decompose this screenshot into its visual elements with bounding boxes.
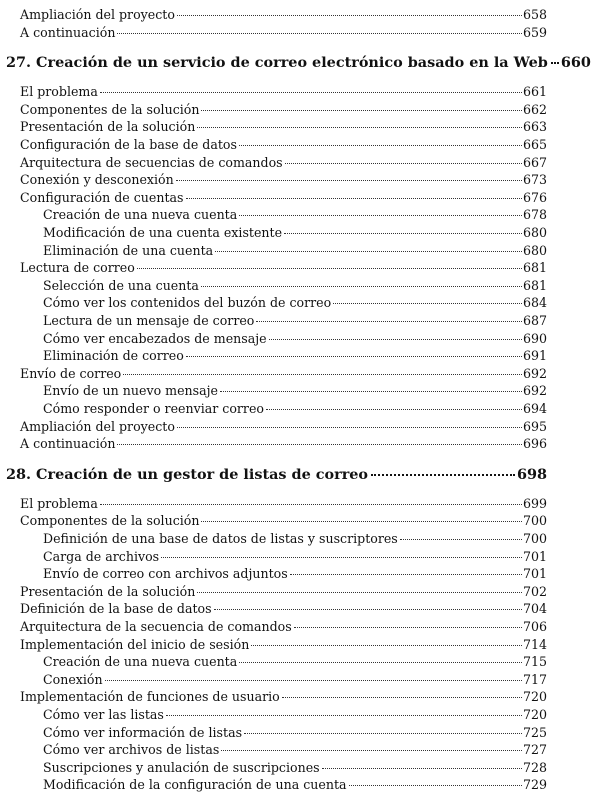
page-number: 695	[522, 419, 547, 434]
entry-label: Arquitectura de secuencias de comandos	[20, 155, 283, 170]
page-number: 681	[522, 260, 547, 275]
page-number: 660	[560, 54, 591, 71]
entry-label: A continuación	[20, 436, 116, 451]
page-number: 681	[522, 278, 547, 293]
leader-dots	[137, 268, 522, 269]
page-number: 667	[522, 155, 547, 170]
toc-subentry	[43, 565, 547, 582]
entry-label: Presentación de la solución	[20, 119, 196, 134]
leader-dots	[197, 592, 522, 593]
toc-subentry	[43, 671, 547, 688]
toc-entry	[20, 583, 547, 600]
entry-label: El problema	[20, 496, 98, 511]
entry-label: Componentes de la solución	[20, 102, 200, 117]
leader-dots	[294, 627, 522, 628]
leader-dots	[239, 662, 522, 663]
page-number: 658	[522, 7, 547, 22]
leader-dots	[239, 145, 522, 146]
page-number: 701	[522, 549, 547, 564]
entry-label: Selección de una cuenta	[43, 278, 199, 293]
leader-dots	[269, 339, 522, 340]
entry-label: Cómo ver información de listas	[43, 725, 243, 740]
page-number: 725	[522, 725, 547, 740]
toc-entry	[20, 636, 547, 653]
leader-dots	[244, 733, 522, 734]
page-number: 690	[522, 331, 547, 346]
toc-subentry	[43, 653, 547, 670]
toc-entry	[20, 118, 547, 135]
chapter-heading	[6, 465, 547, 485]
leader-dots	[333, 303, 522, 304]
leader-dots	[186, 356, 522, 357]
leader-dots	[215, 251, 522, 252]
entry-label: El problema	[20, 84, 98, 99]
entry-label: Ampliación del proyecto	[20, 7, 175, 22]
page-number: 661	[522, 84, 547, 99]
leader-dots	[105, 680, 522, 681]
leader-dots	[197, 127, 522, 128]
chapter-title: 27. Creación de un servicio de correo electrónico basado en la Web	[6, 54, 548, 71]
entry-label: Eliminación de una cuenta	[43, 243, 214, 258]
page-number: 720	[522, 689, 547, 704]
entry-label: Lectura de un mensaje de correo	[43, 313, 255, 328]
entry-label: Implementación de funciones de usuario	[20, 689, 280, 704]
page-number: 678	[522, 207, 547, 222]
toc-entry	[20, 688, 547, 705]
page-number: 701	[522, 566, 547, 581]
entry-label: Carga de archivos	[43, 549, 160, 564]
toc-subentry	[43, 330, 547, 347]
leader-dots	[239, 215, 522, 216]
entry-label: Envío de correo con archivos adjuntos	[43, 566, 288, 581]
chapter-title: 28. Creación de un gestor de listas de correo	[6, 466, 369, 483]
entry-label: Presentación de la solución	[20, 584, 196, 599]
entry-label: Cómo ver los contenidos del buzón de correo	[43, 295, 332, 310]
page-number: 699	[522, 496, 547, 511]
toc-entry	[20, 600, 547, 617]
toc-subentry	[43, 400, 547, 417]
page-number: 720	[522, 707, 547, 722]
toc-entry	[20, 189, 547, 206]
entry-label: Arquitectura de la secuencia de comandos	[20, 619, 292, 634]
leader-dots	[117, 33, 522, 34]
page-number: 684	[522, 295, 547, 310]
toc-entry	[20, 618, 547, 635]
leader-dots	[100, 92, 522, 93]
leader-dots	[266, 409, 522, 410]
page-number: 729	[522, 777, 547, 792]
page-number: 698	[516, 466, 547, 483]
entry-label: Cómo responder o reenviar correo	[43, 401, 264, 416]
toc-subentry	[43, 776, 547, 793]
toc-entry	[20, 365, 547, 382]
entry-label: A continuación	[20, 25, 116, 40]
page-number: 702	[522, 584, 547, 599]
entry-label: Cómo ver las listas	[43, 707, 164, 722]
toc-entry	[20, 136, 547, 153]
toc-entry	[20, 6, 547, 23]
entry-label: Conexión y desconexión	[20, 172, 174, 187]
toc-subentry	[43, 382, 547, 399]
entry-label: Lectura de correo	[20, 260, 135, 275]
leader-dots	[285, 163, 522, 164]
entry-label: Definición de una base de datos de listas y suscriptores	[43, 531, 398, 546]
toc-entry	[20, 83, 547, 100]
entry-label: Ampliación del proyecto	[20, 419, 175, 434]
entry-label: Cómo ver archivos de listas	[43, 742, 220, 757]
entry-label: Envío de un nuevo mensaje	[43, 383, 218, 398]
entry-label: Configuración de cuentas	[20, 190, 184, 205]
page-number: 687	[522, 313, 547, 328]
leader-dots	[117, 444, 522, 445]
leader-dots	[176, 180, 522, 181]
toc-subentry	[43, 347, 547, 364]
toc-subentry	[43, 242, 547, 259]
page-number: 673	[522, 172, 547, 187]
leader-dots	[551, 62, 559, 64]
entry-label: Eliminación de correo	[43, 348, 184, 363]
page-number: 692	[522, 366, 547, 381]
leader-dots	[100, 504, 522, 505]
page-number: 694	[522, 401, 547, 416]
entry-label: Creación de una nueva cuenta	[43, 207, 238, 222]
leader-dots	[166, 715, 522, 716]
leader-dots	[220, 391, 522, 392]
toc-subentry	[43, 312, 547, 329]
page-number: 727	[522, 742, 547, 757]
page-number: 728	[522, 760, 547, 775]
page-number: 696	[522, 436, 547, 451]
leader-dots	[161, 557, 522, 558]
page-number: 700	[522, 531, 547, 546]
leader-dots	[322, 768, 522, 769]
leader-dots	[186, 198, 522, 199]
toc-entry	[20, 171, 547, 188]
leader-dots	[177, 427, 522, 428]
page-number: 662	[522, 102, 547, 117]
toc-entry	[20, 435, 547, 452]
toc-subentry	[43, 224, 547, 241]
page-number: 680	[522, 243, 547, 258]
leader-dots	[282, 697, 522, 698]
leader-dots	[256, 321, 522, 322]
page-number: 700	[522, 513, 547, 528]
leader-dots	[221, 750, 522, 751]
entry-label: Modificación de la configuración de una cuenta	[43, 777, 347, 792]
leader-dots	[214, 609, 522, 610]
entry-label: Definición de la base de datos	[20, 601, 212, 616]
entry-label: Componentes de la solución	[20, 513, 200, 528]
page-number: 676	[522, 190, 547, 205]
toc-subentry	[43, 530, 547, 547]
toc-subentry	[43, 741, 547, 758]
leader-dots	[201, 286, 522, 287]
toc-subentry	[43, 759, 547, 776]
page-number: 659	[522, 25, 547, 40]
entry-label: Conexión	[43, 672, 103, 687]
page-number: 715	[522, 654, 547, 669]
page-number: 704	[522, 601, 547, 616]
entry-label: Configuración de la base de datos	[20, 137, 237, 152]
page-number: 706	[522, 619, 547, 634]
toc-entry	[20, 24, 547, 41]
toc-subentry	[43, 706, 547, 723]
page-number: 692	[522, 383, 547, 398]
entry-label: Suscripciones y anulación de suscripciones	[43, 760, 320, 775]
page-number: 665	[522, 137, 547, 152]
leader-dots	[123, 374, 522, 375]
toc-entry	[20, 512, 547, 529]
toc-entry	[20, 259, 547, 276]
toc-entry	[20, 495, 547, 512]
leader-dots	[201, 521, 521, 522]
toc-subentry	[43, 294, 547, 311]
leader-dots	[349, 785, 522, 786]
toc-entry	[20, 101, 547, 118]
toc-entry	[20, 154, 547, 171]
page-number: 714	[522, 637, 547, 652]
chapter-heading	[6, 53, 591, 73]
leader-dots	[251, 645, 522, 646]
toc-subentry	[43, 277, 547, 294]
leader-dots	[290, 574, 522, 575]
page-number: 691	[522, 348, 547, 363]
entry-label: Cómo ver encabezados de mensaje	[43, 331, 267, 346]
entry-label: Creación de una nueva cuenta	[43, 654, 238, 669]
toc-subentry	[43, 548, 547, 565]
leader-dots	[201, 110, 521, 111]
page-number: 680	[522, 225, 547, 240]
toc-subentry	[43, 724, 547, 741]
toc-subentry	[43, 206, 547, 223]
entry-label: Implementación del inicio de sesión	[20, 637, 250, 652]
leader-dots	[400, 539, 522, 540]
leader-dots	[371, 474, 515, 476]
entry-label: Envío de correo	[20, 366, 122, 381]
toc-entry	[20, 418, 547, 435]
page-number: 663	[522, 119, 547, 134]
leader-dots	[177, 15, 522, 16]
page-number: 717	[522, 672, 547, 687]
entry-label: Modificación de una cuenta existente	[43, 225, 283, 240]
leader-dots	[284, 233, 522, 234]
